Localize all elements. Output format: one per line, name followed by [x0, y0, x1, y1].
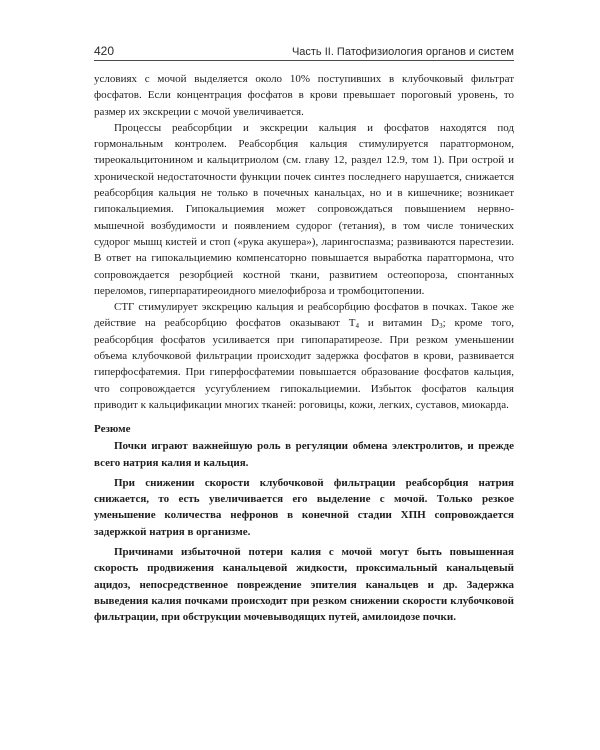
- paragraph-hormonal-control: Процессы реабсорбции и экскреции кальция и фосфатов находятся под гормональным контролем. Реабсорбция кальция стимулируется паратгормоном, тиреокальцитонином и кальцитриолом (см. главу 12, раздел 12.9, том 1). При острой и хронической недостаточности функции почек синтез последнего нарушается, снижается реабсорбция кальция не только в почечных канальцах, но и в кишечнике; возникает гипокальциемия. Гипокальциемия может сопровождаться повышением нервно-мышечной возбудимости и появлением судорог (тетания), в том числе тонических судорог мышц кистей и стоп («рука акушера»), ларингоспазма; развиваются парестезии. В ответ на гипокальциемию компенсаторно повышается выработка паратгормона, что сопровождается резорбцией костной ткани, развитием остеопороза, спонтанных переломов, гиперпаратиреоидного миелофиброза и тромбоцитопении.: [94, 121, 514, 297]
- paragraph-continuation: условиях с мочой выделяется около 10% поступивших в клубочковый фильтрат фосфатов. Если концентрация фосфатов в крови превышает пороговый уровень, то размер их экскреции с мочой увеличивается.: [94, 73, 514, 118]
- header-rule: [94, 60, 514, 61]
- summary-paragraph: При снижении скорости клубочковой фильтрации реабсорбция натрия снижается, то есть увеличивается его выделение с мочой. Только резкое уменьшение количества нефронов в конечной стадии ХПН сопровождается задержкой натрия в организме.: [94, 476, 514, 538]
- paragraph-stg-part1: СТГ стимулирует экскрецию кальция и реабсорбцию фосфатов в почках. Такое же действие на реабсорбцию фосфатов оказывают T: [94, 301, 514, 330]
- running-title: Часть II. Патофизиология органов и систем: [291, 46, 514, 58]
- summary-heading: Резюме: [94, 423, 131, 436]
- page-header: [94, 44, 514, 60]
- paragraph-stg-part2: и витамин D: [358, 317, 440, 330]
- summary-paragraph: Причинами избыточной потери калия с мочой могут быть повышенная скорость продвижения канальцевой жидкости, проксимальный канальцевый ацидоз, непосредственное повреждение эпителия канальцев и др. Задержка выведения калия почками происходит при резком снижении скорости клубочковой фильтрации, при обструкции мочевыводящих путей, амилоидозе почки.: [94, 546, 514, 624]
- body-text: [94, 71, 514, 413]
- paragraph-stg-part3: ; кроме того, реабсорбция фосфатов усиливается при гипопаратиреозе. При резком уменьшении объема клубочковой фильтрации происходит задержка фосфатов в крови, развивается гиперфосфатемия. При гиперфосфатемии повышается образование фосфатов кальция, что сопровождается усугублением гипокальциемии. Избыток фосфатов кальция приводит к кальцификации многих тканей: роговицы, кожи, легких, суставов, миокарда.: [94, 317, 514, 411]
- subscript-3: 3: [439, 322, 443, 331]
- page-number: 420: [94, 44, 115, 58]
- summary-paragraph: Почки играют важнейшую роль в регуляции обмена электролитов, и прежде всего натрия калия и кальция.: [94, 440, 514, 469]
- book-page: [94, 44, 514, 630]
- paragraph-stg: [94, 299, 514, 413]
- subscript-4: 4: [355, 322, 359, 331]
- summary-section: [94, 438, 514, 625]
